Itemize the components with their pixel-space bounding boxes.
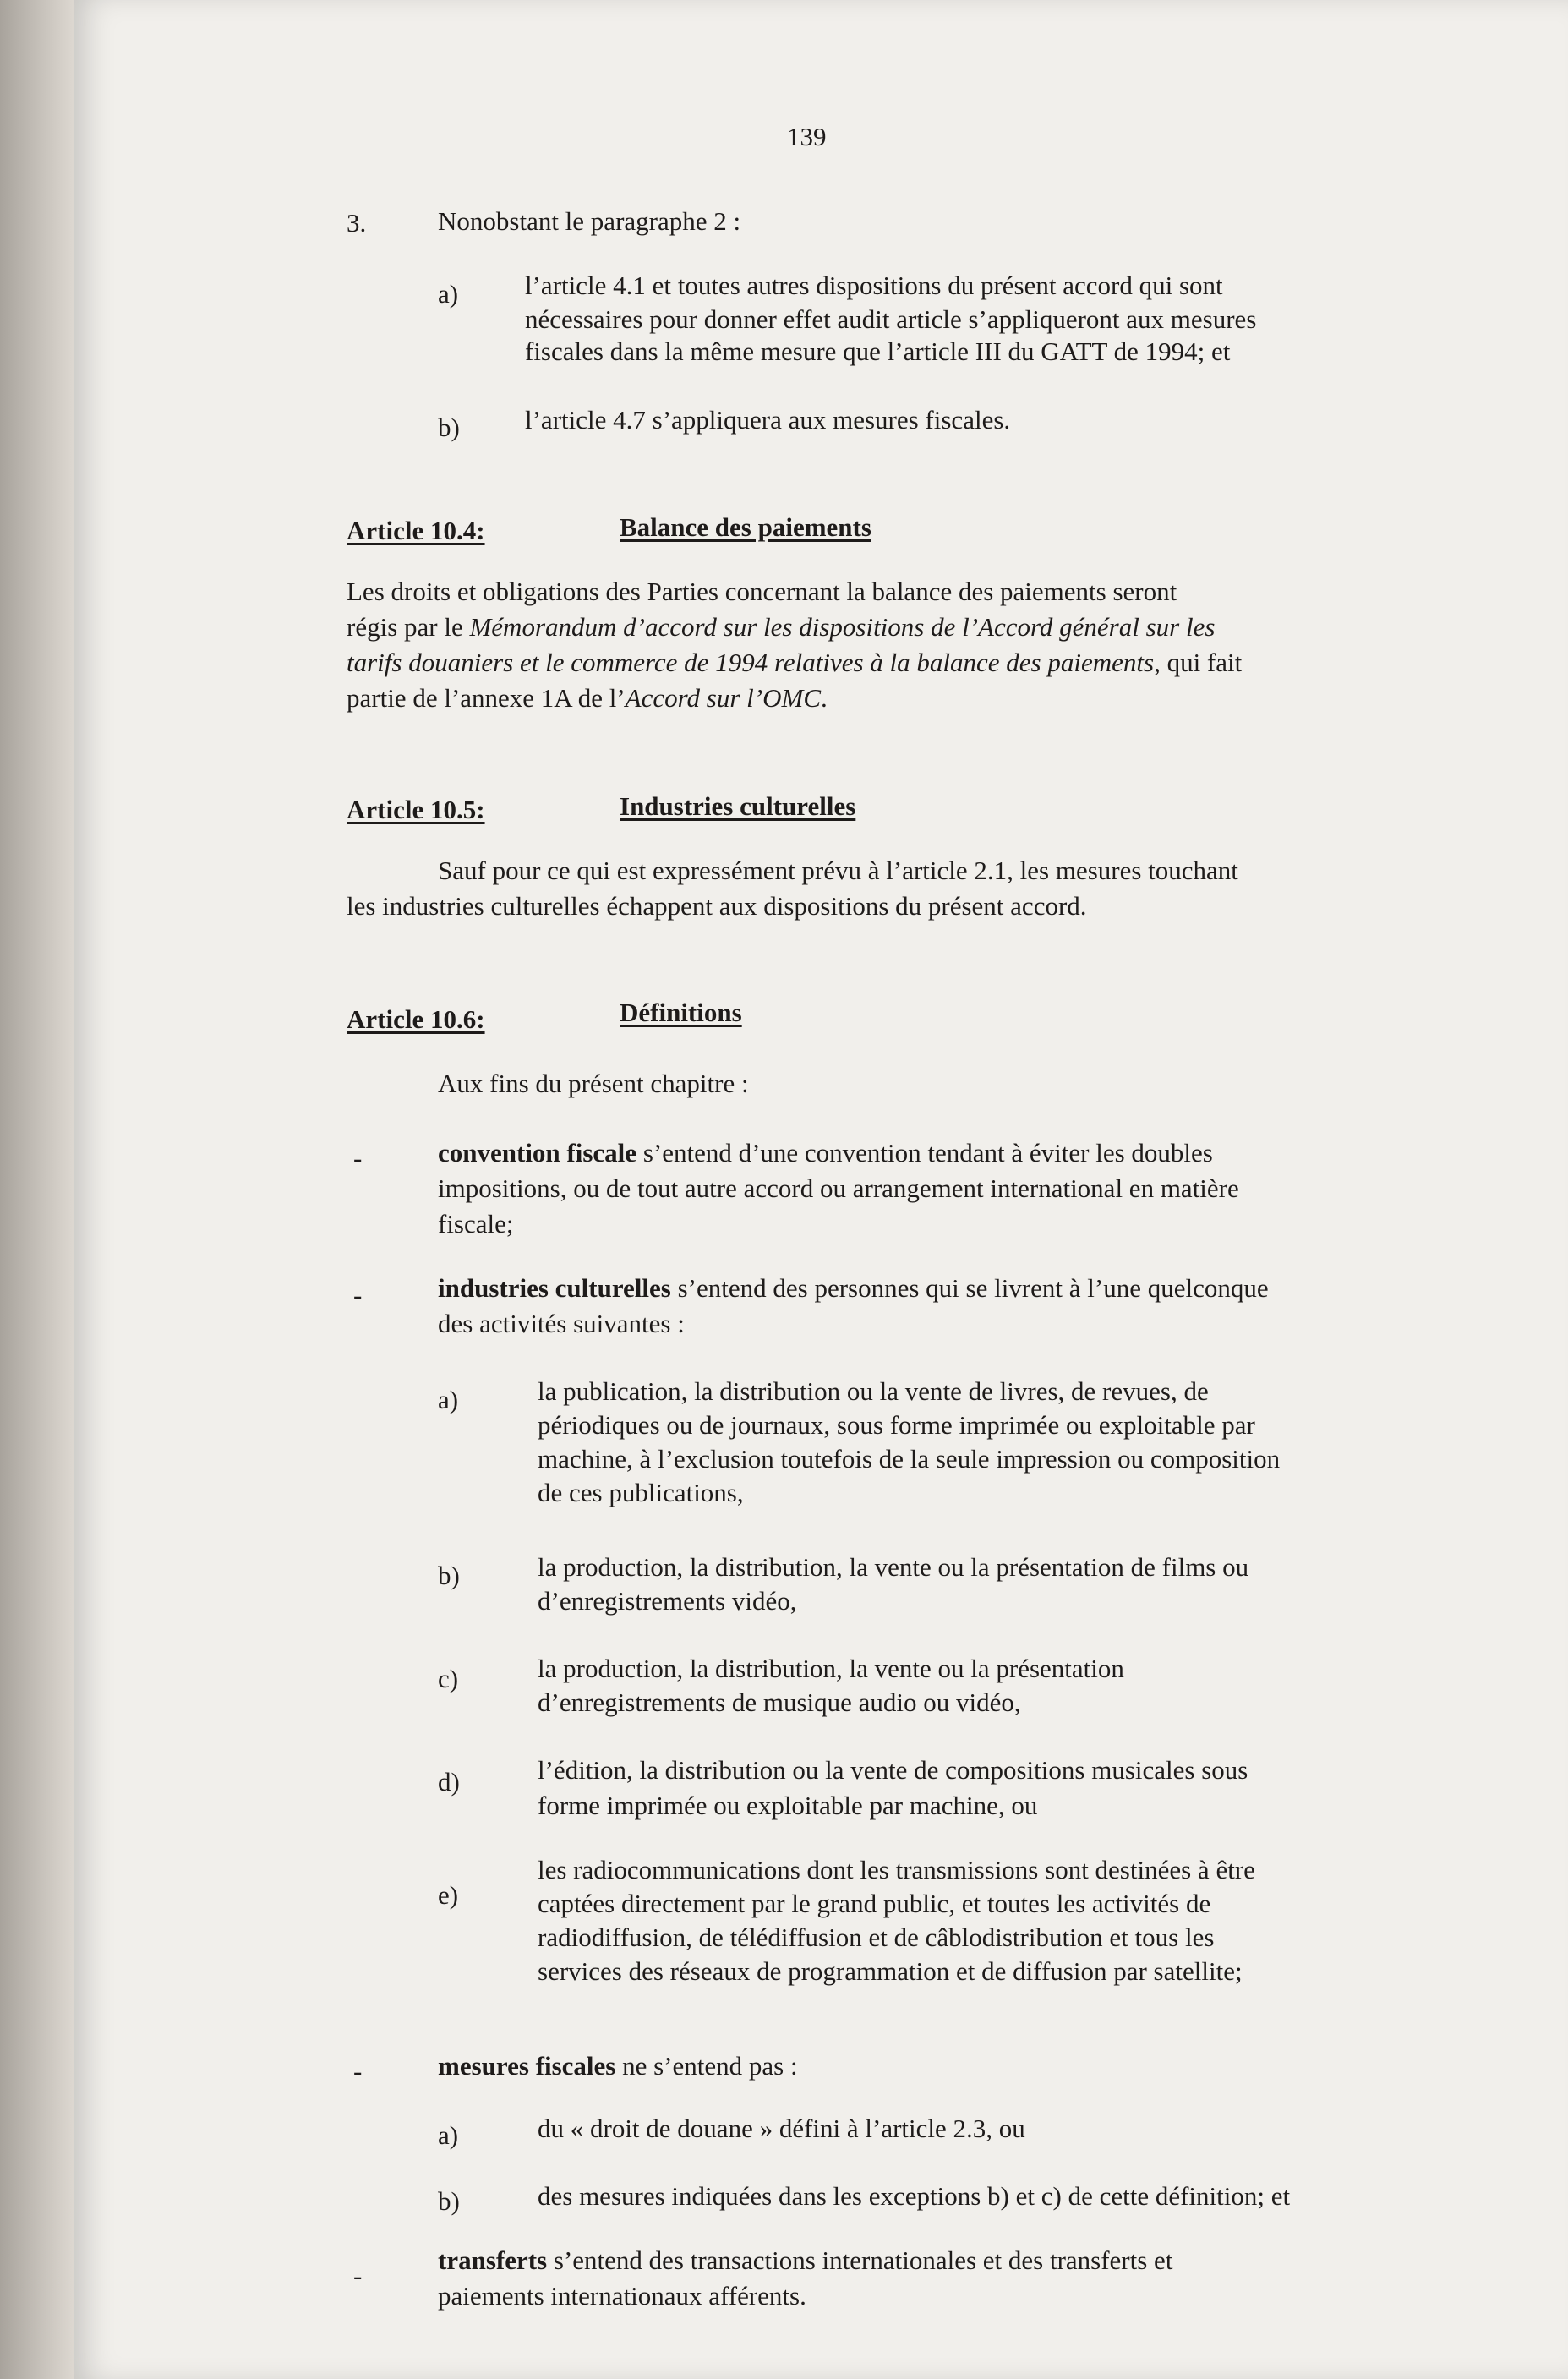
defined-term: industries culturelles [438, 1273, 671, 1303]
item-label: d) [438, 1767, 460, 1797]
text-run: s’entend des transactions internationales et des transferts et [547, 2245, 1173, 2275]
item-line: périodiques ou de journaux, sous forme imprimée ou exploitable par [538, 1410, 1255, 1440]
definition-dash: - [353, 2056, 363, 2086]
item-label: a) [438, 2120, 459, 2150]
text-run: s’entend d’une convention tendant à éviter les doubles [636, 1138, 1213, 1168]
text-run: ne s’entend pas : [615, 2051, 798, 2081]
defined-term: transferts [438, 2245, 548, 2275]
definition-dash: - [353, 2261, 363, 2290]
item-line: radiodiffusion, de télédiffusion et de câblodistribution et tous les [538, 1922, 1215, 1952]
text-run: s’entend des personnes qui se livrent à l’une quelconque [670, 1273, 1269, 1303]
para3-number: 3. [347, 208, 367, 238]
page-number: 139 [787, 122, 827, 151]
definition-text: paiements internationaux afférents. [438, 2281, 806, 2311]
definition-text [438, 1272, 1269, 1305]
para3-a-line: l’article 4.1 et toutes autres dispositions du présent accord qui sont [525, 271, 1223, 300]
text-run: régis par le [347, 612, 470, 642]
item-label: e) [438, 1880, 459, 1910]
definition-text [438, 1136, 1213, 1170]
item-label: a) [438, 1385, 459, 1414]
item-line: forme imprimée ou exploitable par machine, ou [538, 1791, 1038, 1820]
item-line: les radiocommunications dont les transmissions sont destinées à être [538, 1855, 1255, 1884]
memorandum-title: tarifs douaniers et le commerce de 1994 relatives à la balance des paiements [347, 648, 1155, 677]
para3-a-label: a) [438, 279, 459, 309]
item-line: services des réseaux de programmation et de diffusion par satellite; [538, 1956, 1243, 1986]
text-run: partie de l’annexe 1A de l’ [347, 683, 626, 713]
article-10-6-heading: Article 10.6: [347, 1004, 485, 1034]
item-label: c) [438, 1664, 459, 1693]
article-10-4-heading: Article 10.4: [347, 516, 485, 545]
text-run: , qui fait [1154, 648, 1243, 677]
item-line: du « droit de douane » défini à l’article 2.3, ou [538, 2114, 1025, 2143]
definition-text [438, 2244, 1172, 2278]
item-line: la production, la distribution, la vente ou la présentation [538, 1654, 1124, 1683]
para3-b-line: l’article 4.7 s’appliquera aux mesures fiscales. [525, 405, 1011, 435]
article-10-6-title: Définitions [620, 998, 742, 1027]
article-10-4-title: Balance des paiements [620, 512, 871, 542]
para3-a-line: nécessaires pour donner effet audit article s’appliqueront aux mesures [525, 304, 1257, 334]
article-10-4-text [347, 610, 1215, 644]
item-line: la production, la distribution, la vente ou la présentation de films ou [538, 1552, 1249, 1582]
wto-agreement-title: Accord sur l’OMC [625, 683, 821, 713]
para3-b-label: b) [438, 413, 460, 442]
text-run: . [821, 683, 828, 713]
book-gutter [0, 0, 74, 2379]
document-page [74, 0, 1568, 2379]
item-label: b) [438, 1561, 460, 1590]
article-10-5-text: les industries culturelles échappent aux dispositions du présent accord. [347, 891, 1087, 921]
article-10-5-text: Sauf pour ce qui est expressément prévu à l’article 2.1, les mesures touchant [438, 856, 1238, 885]
article-10-5-heading: Article 10.5: [347, 795, 485, 824]
definition-text [438, 2049, 798, 2083]
item-line: la publication, la distribution ou la vente de livres, de revues, de [538, 1376, 1209, 1406]
article-10-5-title: Industries culturelles [620, 791, 856, 821]
definition-dash: - [353, 1280, 363, 1310]
article-10-4-text [347, 646, 1242, 680]
item-line: des mesures indiquées dans les exceptions b) et c) de cette définition; et [538, 2181, 1291, 2211]
article-10-4-text: Les droits et obligations des Parties concernant la balance des paiements seront [347, 577, 1177, 606]
item-line: machine, à l’exclusion toutefois de la seule impression ou composition [538, 1444, 1281, 1474]
defined-term: mesures fiscales [438, 2051, 616, 2081]
definition-dash: - [353, 1143, 363, 1173]
item-line: de ces publications, [538, 1478, 744, 1507]
item-label: b) [438, 2186, 460, 2216]
definition-text: fiscale; [438, 1209, 514, 1239]
para3-a-line: fiscales dans la même mesure que l’article III du GATT de 1994; et [525, 336, 1231, 366]
defined-term: convention fiscale [438, 1138, 637, 1168]
article-10-4-text [347, 681, 828, 715]
item-line: l’édition, la distribution ou la vente de compositions musicales sous [538, 1755, 1248, 1785]
para3-intro: Nonobstant le paragraphe 2 : [438, 206, 741, 236]
item-line: captées directement par le grand public, et toutes les activités de [538, 1889, 1211, 1918]
definition-text: des activités suivantes : [438, 1309, 685, 1338]
item-line: d’enregistrements de musique audio ou vidéo, [538, 1687, 1021, 1717]
item-line: d’enregistrements vidéo, [538, 1586, 797, 1616]
definition-text: impositions, ou de tout autre accord ou arrangement international en matière [438, 1173, 1239, 1203]
memorandum-title: Mémorandum d’accord sur les dispositions de l’Accord général sur les [469, 612, 1216, 642]
article-10-6-intro: Aux fins du présent chapitre : [438, 1069, 749, 1098]
